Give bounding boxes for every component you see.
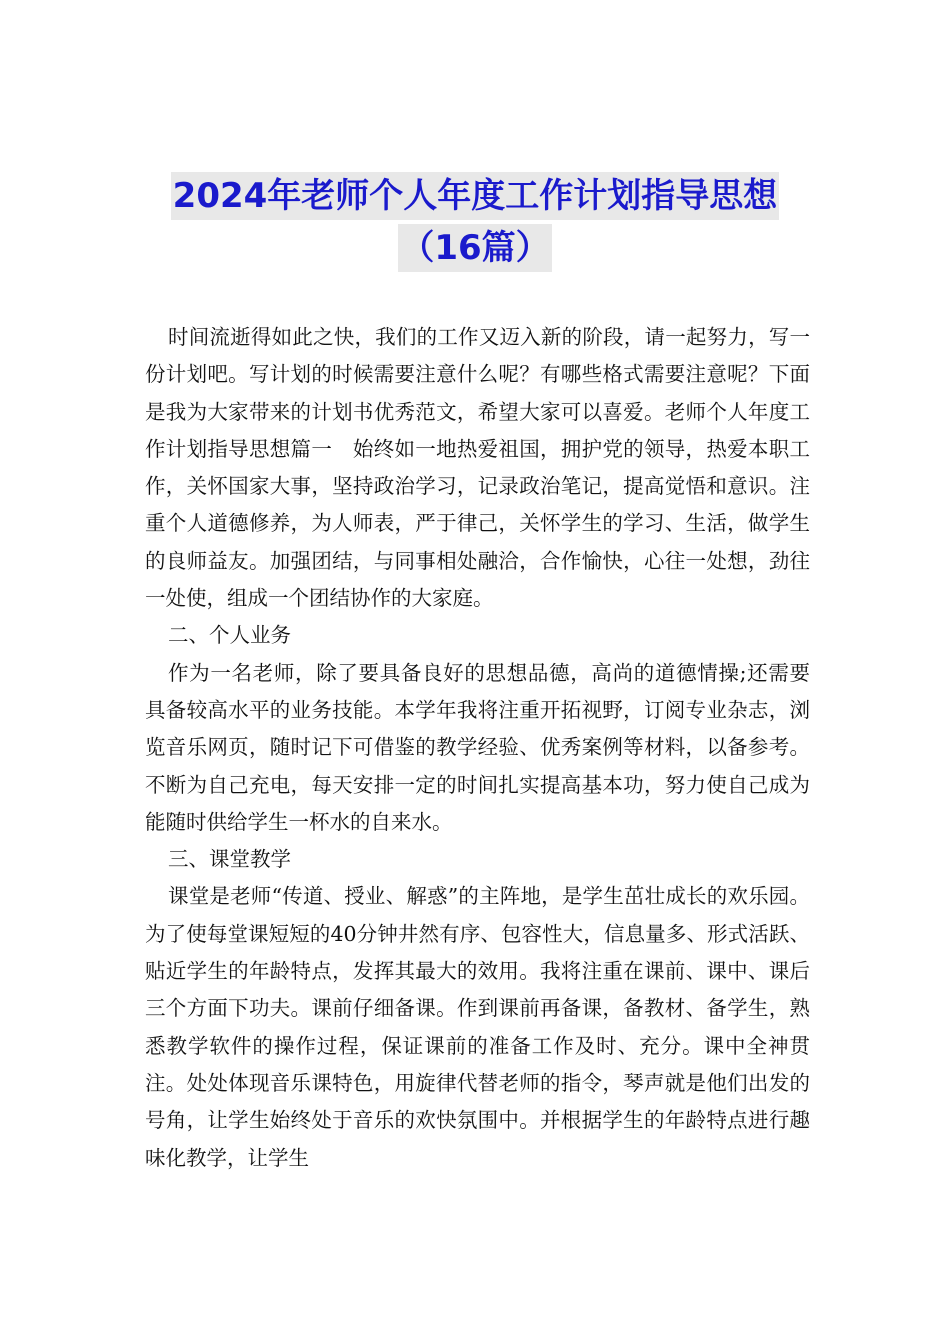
paragraph-classroom-teaching: 课堂是老师“传道、授业、解惑”的主阵地，是学生茁壮成长的欢乐园。为了使每堂课短短的40分钟井然有序、包容性大，信息量多、形式活跃、贴近学生的年龄特点，发挥其最大的效用。我将注重在课前、课中、课后三个方面下功夫。课前仔细备课。作到课前再备课，备教材、备学生，熟悉教学软件的操作过程，保证课前的准备工作及时、充分。课中全神贯注。处处体现音乐课特色，用旋律代替老师的指令，琴声就是他们出发的号角，让学生始终处于音乐的欢快氛围中。并根据学生的年龄特点进行趣味化教学，让学生 (145, 884, 810, 1170)
paragraph-intro: 时间流逝得如此之快，我们的工作又迈入新的阶段，请一起努力，写一份计划吧。写计划的时候需要注意什么呢？有哪些格式需要注意呢？下面是我为大家带来的计划书优秀范文，希望大家可以喜爱。老师个人年度工作计划指导思想篇一 始终如一地热爱祖国，拥护党的领导，热爱本职工作，关怀国家大事，坚持政治学习，记录政治笔记，提高觉悟和意识。注重个人道德修养，为人师表，严于律己，关怀学生的学习、生活，做学生的良师益友。加强团结，与同事相处融洽，合作愉快，心往一处想，劲往一处使，组成一个团结协作的大家庭。 (145, 325, 810, 611)
document-title (0, 172, 950, 276)
paragraph-personal-business: 作为一名老师，除了要具备良好的思想品德，高尚的道德情操;还需要具备较高水平的业务技能。本学年我将注重开拓视野，订阅专业杂志，浏览音乐网页，随时记下可借鉴的教学经验、优秀案例等材料，以备参考。不断为自己充电，每天安排一定的时间扎实提高基本功，努力使自己成为能随时供给学生一杯水的自来水。 (145, 660, 810, 834)
title-line-2: （16篇） (398, 224, 551, 272)
title-line-1: 2024年老师个人年度工作计划指导思想 (171, 172, 780, 220)
section-heading-personal-business: 二、个人业务 (168, 623, 291, 648)
document-body (145, 319, 810, 1177)
section-heading-classroom-teaching: 三、课堂教学 (168, 847, 291, 872)
